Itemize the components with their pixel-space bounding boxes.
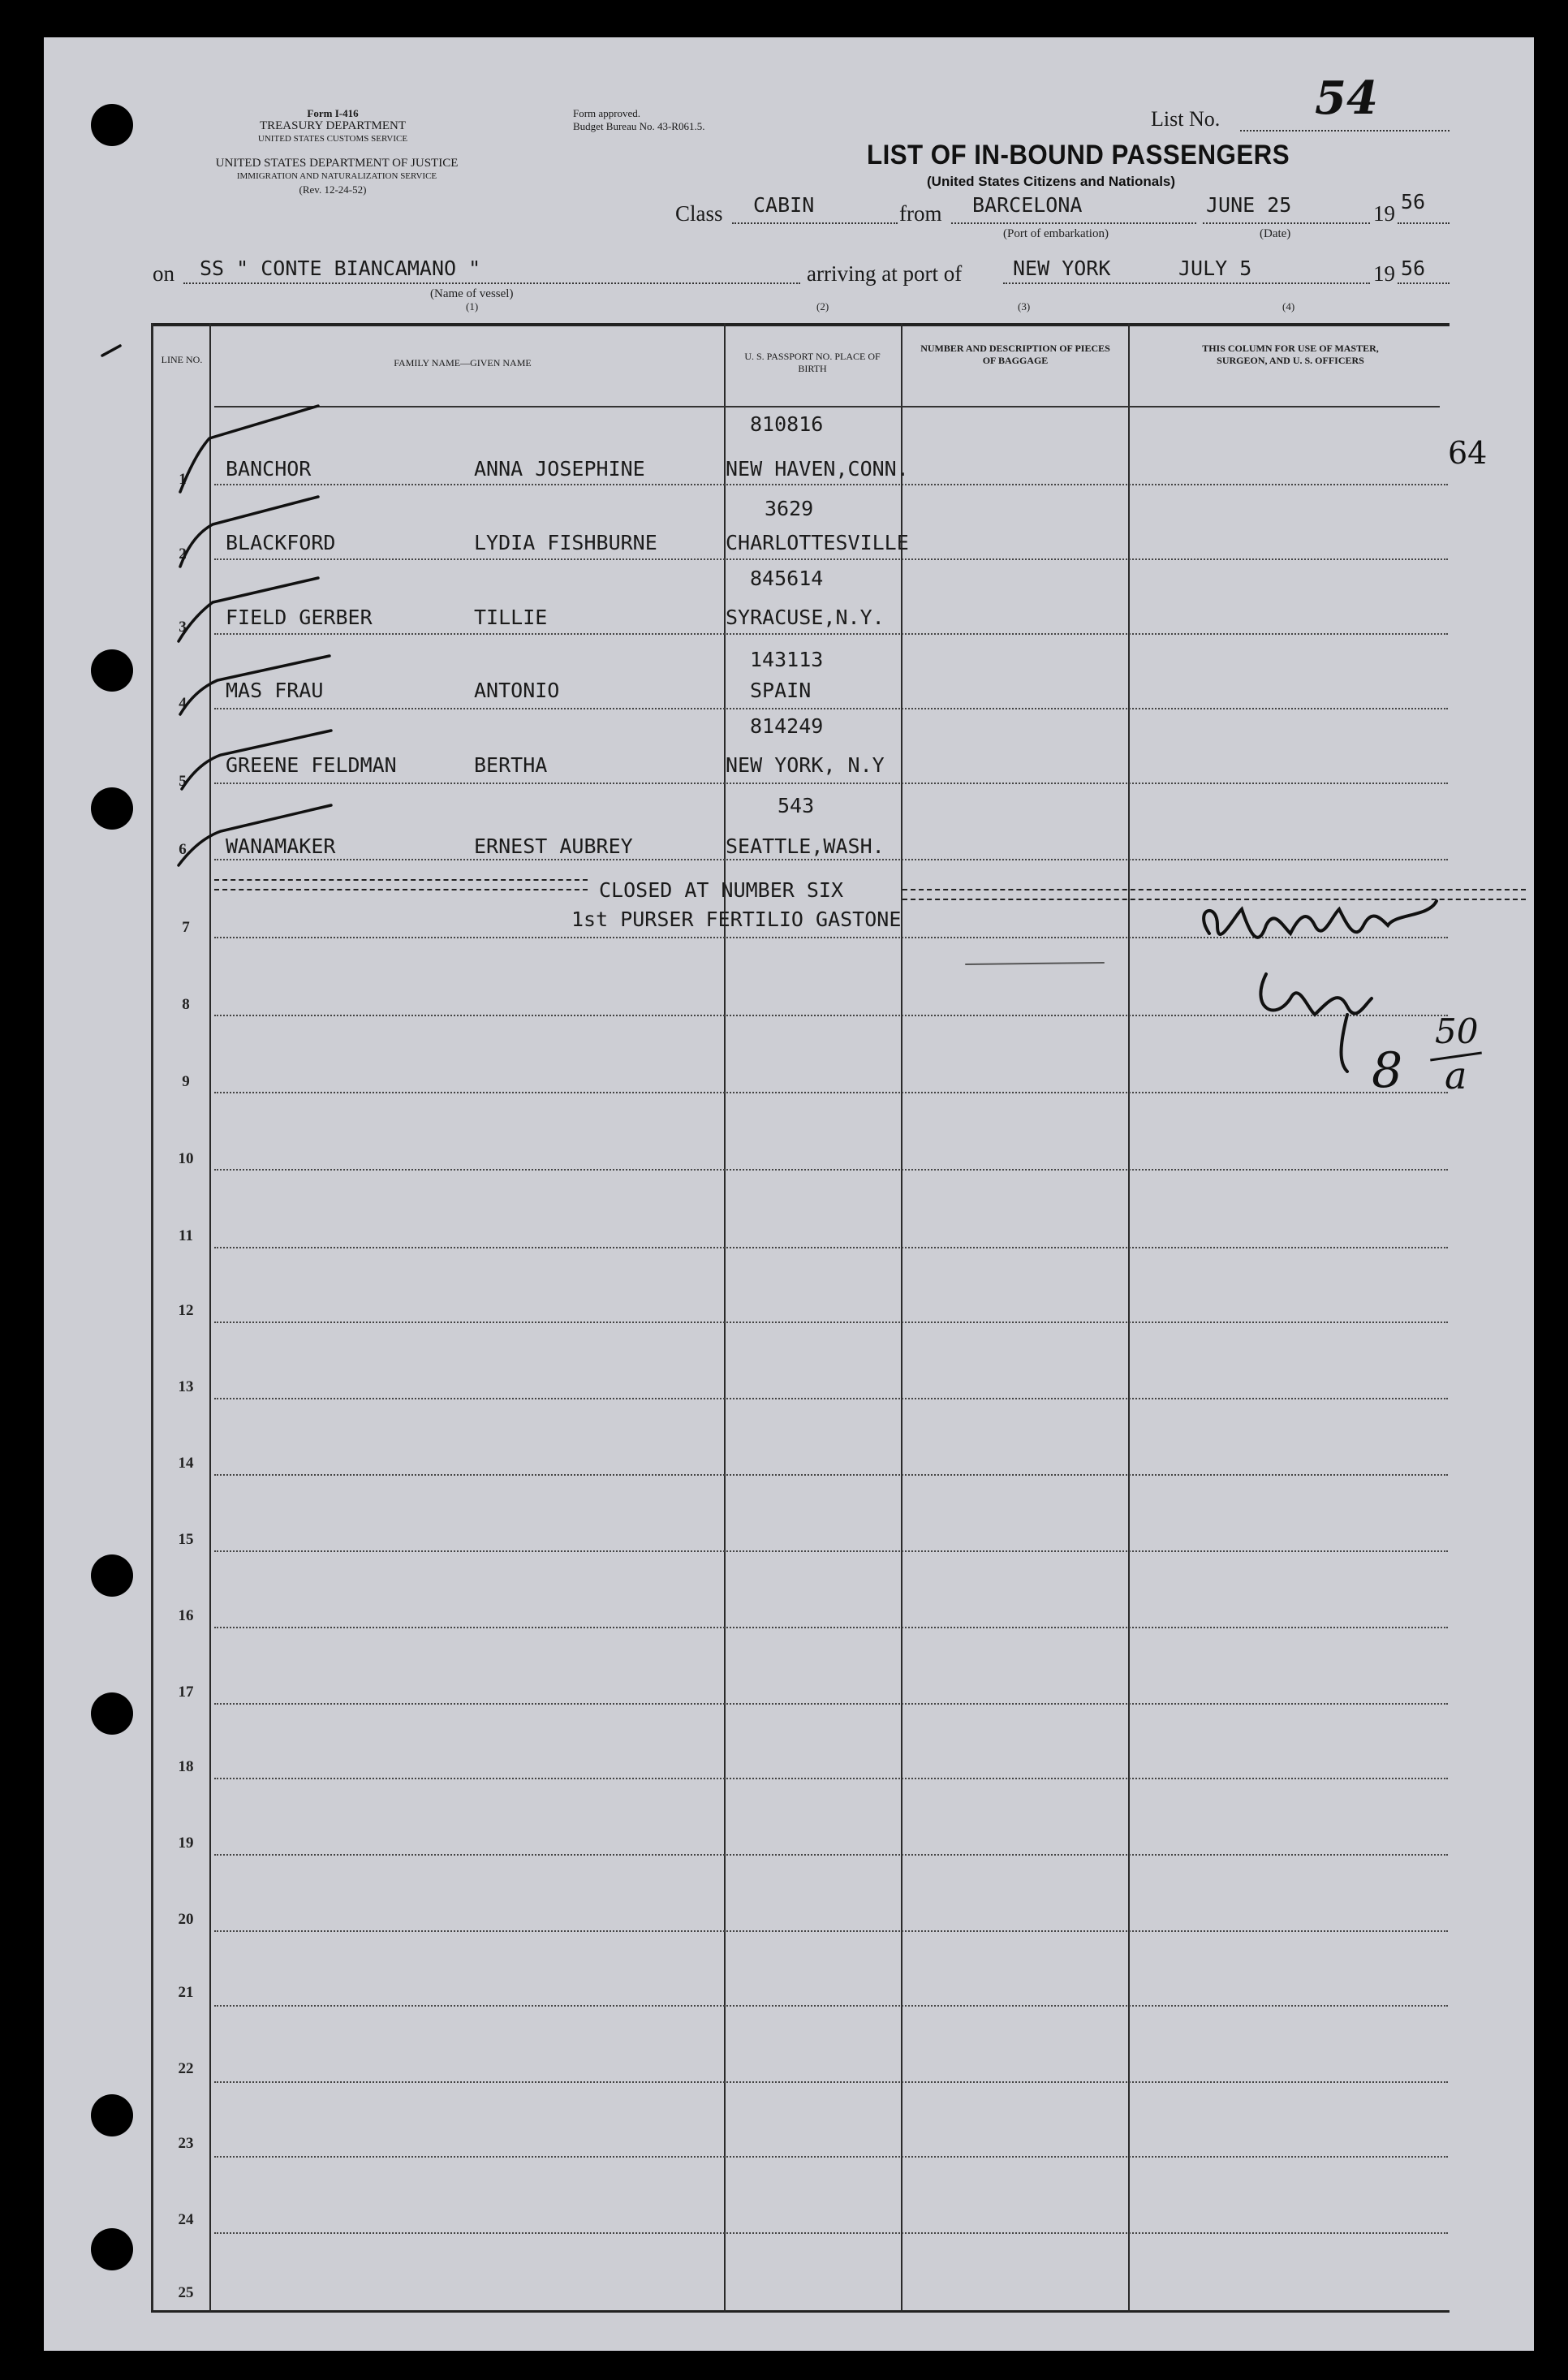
header-baggage: NUMBER AND DESCRIPTION OF PIECES OF BAGGAGE xyxy=(920,343,1110,366)
year-value: 56 xyxy=(1401,190,1426,213)
passport-no-4: 143113 xyxy=(750,648,824,671)
given-name-3: TILLIE xyxy=(474,606,548,629)
embarkation-date: JUNE 25 xyxy=(1206,193,1292,217)
margin-count: 64 xyxy=(1448,435,1488,471)
class-value: CABIN xyxy=(753,193,815,217)
vessel-name: SS " CONTE BIANCAMANO " xyxy=(200,257,481,280)
line-number-3: 3 xyxy=(179,619,187,636)
line-number-9: 9 xyxy=(182,1073,190,1090)
check-mark-3 xyxy=(179,578,318,641)
line-number-22: 22 xyxy=(178,2060,194,2077)
line-number-13: 13 xyxy=(178,1378,194,1395)
line-number-24: 24 xyxy=(178,2211,194,2228)
col-number-4: (4) xyxy=(1282,300,1295,313)
fraction-denominator: a xyxy=(1445,1054,1467,1097)
port-caption: (Port of embarkation) xyxy=(1003,227,1109,240)
family-name-6: WANAMAKER xyxy=(226,834,336,858)
birthplace-5: NEW YORK, N.Y xyxy=(726,753,885,777)
line-number-14: 14 xyxy=(178,1455,194,1472)
passport-no-6: 543 xyxy=(778,794,815,817)
line-number-20: 20 xyxy=(178,1911,194,1928)
check-mark-2 xyxy=(180,497,318,567)
check-mark-6 xyxy=(179,805,331,865)
class-label: Class xyxy=(675,201,723,226)
fraction-prefix: 8 xyxy=(1372,1042,1403,1099)
given-name-5: BERTHA xyxy=(474,753,548,777)
check-mark-1 xyxy=(180,406,318,492)
list-no-label: List No. xyxy=(1151,107,1221,131)
col-number-1: (1) xyxy=(466,300,479,313)
arrival-year-prefix: 19 xyxy=(1373,261,1395,286)
line-number-11: 11 xyxy=(179,1227,193,1244)
line-number-5: 5 xyxy=(179,773,187,790)
on-label: on xyxy=(153,261,174,286)
line-number-7: 7 xyxy=(182,919,190,936)
passport-no-3: 845614 xyxy=(750,567,824,590)
family-name-2: BLACKFORD xyxy=(226,531,336,554)
page-title: LIST OF IN-BOUND PASSENGERS xyxy=(867,140,1290,170)
check-mark-4 xyxy=(180,656,330,714)
birthplace-2: CHARLOTTESVILLE xyxy=(726,531,909,554)
line-number-1: 1 xyxy=(179,471,187,488)
form-number: Form I-416 xyxy=(307,107,359,119)
line-number-18: 18 xyxy=(178,1758,194,1775)
list-no-value: 54 xyxy=(1315,71,1378,125)
officer-initials xyxy=(1260,974,1372,1071)
line-number-25: 25 xyxy=(178,2284,194,2301)
arrival-date: JULY 5 xyxy=(1178,257,1252,280)
line-number-12: 12 xyxy=(178,1302,194,1319)
closing-statement: CLOSED AT NUMBER SIX xyxy=(599,878,844,902)
line-number-8: 8 xyxy=(182,996,190,1013)
margin-tick xyxy=(102,346,120,356)
page-subtitle: (United States Citizens and Nationals) xyxy=(927,174,1176,189)
revision: (Rev. 12-24-52) xyxy=(299,183,367,196)
header-line-no: LINE NO. xyxy=(161,354,203,365)
family-name-3: FIELD GERBER xyxy=(226,606,373,629)
fraction-numerator: 50 xyxy=(1435,1011,1479,1051)
line-number-10: 10 xyxy=(178,1150,194,1167)
header-passport: U. S. PASSPORT NO. PLACE OF BIRTH xyxy=(744,351,881,374)
line-number-4: 4 xyxy=(179,695,187,712)
header-officers: THIS COLUMN FOR USE OF MASTER, SURGEON, AND U. S. OFFICERS xyxy=(1202,343,1379,366)
family-name-5: GREENE FELDMAN xyxy=(226,753,397,777)
birthplace-1: NEW HAVEN,CONN. xyxy=(726,457,909,481)
check-mark-5 xyxy=(182,731,331,789)
budget-bureau: Budget Bureau No. 43-R061.5. xyxy=(573,120,705,132)
given-name-4: ANTONIO xyxy=(474,679,560,702)
family-name-1: BANCHOR xyxy=(226,457,312,481)
form-approved: Form approved. xyxy=(573,107,641,119)
given-name-1: ANNA JOSEPHINE xyxy=(474,457,645,481)
passport-no-1: 810816 xyxy=(750,412,824,436)
date-caption: (Date) xyxy=(1260,227,1291,240)
ins-label: IMMIGRATION AND NATURALIZATION SERVICE xyxy=(236,171,437,181)
arriving-label: arriving at port of xyxy=(807,261,963,286)
customs-service: UNITED STATES CUSTOMS SERVICE xyxy=(257,134,408,144)
line-number-19: 19 xyxy=(178,1835,194,1852)
col-number-2: (2) xyxy=(816,300,829,313)
birthplace-4: SPAIN xyxy=(750,679,812,702)
from-label: from xyxy=(899,201,942,226)
line-number-2: 2 xyxy=(179,545,187,563)
line-number-21: 21 xyxy=(178,1984,194,2001)
vessel-caption: (Name of vessel) xyxy=(430,287,514,300)
treasury-dept: TREASURY DEPARTMENT xyxy=(259,119,407,132)
arrival-year: 56 xyxy=(1401,257,1426,280)
given-name-6: ERNEST AUBREY xyxy=(474,834,633,858)
officer-signature xyxy=(1204,901,1437,938)
birthplace-3: SYRACUSE,N.Y. xyxy=(726,606,885,629)
embarkation-port: BARCELONA xyxy=(972,193,1083,217)
passport-no-2: 3629 xyxy=(765,497,814,520)
col-number-3: (3) xyxy=(1018,300,1031,313)
doj-label: UNITED STATES DEPARTMENT OF JUSTICE xyxy=(215,157,459,170)
passport-no-5: 814249 xyxy=(750,714,824,738)
line-number-6: 6 xyxy=(179,841,187,858)
year-prefix: 19 xyxy=(1373,201,1395,226)
line-number-17: 17 xyxy=(178,1684,194,1701)
line-number-16: 16 xyxy=(178,1607,194,1624)
arrival-port: NEW YORK xyxy=(1013,257,1111,280)
family-name-4: MAS FRAU xyxy=(226,679,324,702)
purser-signature: 1st PURSER FERTILIO GASTONE xyxy=(571,908,902,931)
birthplace-6: SEATTLE,WASH. xyxy=(726,834,885,858)
line-number-23: 23 xyxy=(178,2135,194,2152)
line-number-15: 15 xyxy=(178,1531,194,1548)
given-name-2: LYDIA FISHBURNE xyxy=(474,531,657,554)
header-name: FAMILY NAME—GIVEN NAME xyxy=(394,357,532,369)
pencil-smudge xyxy=(966,963,1104,964)
